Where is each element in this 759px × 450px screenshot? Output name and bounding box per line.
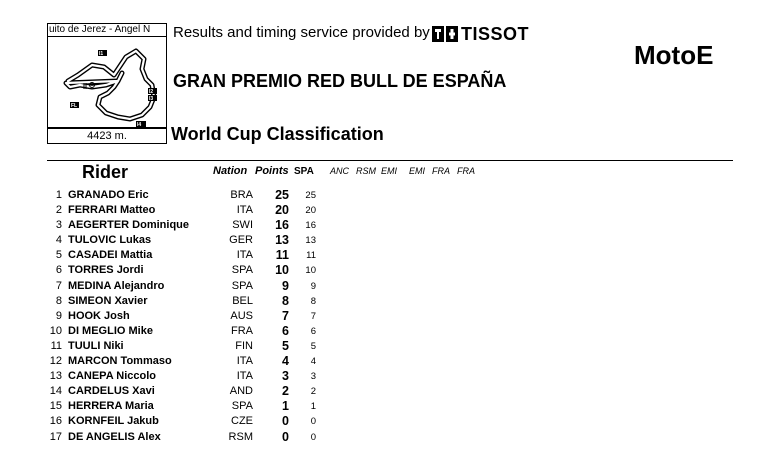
position-cell: 16 xyxy=(49,415,62,428)
points-total: 9 xyxy=(282,278,289,293)
standings-table xyxy=(0,188,759,445)
position-cell: 2 xyxy=(55,204,62,217)
points-total: 5 xyxy=(282,338,289,353)
position-cell: 5 xyxy=(55,249,62,262)
table-row xyxy=(0,339,759,354)
rider-name: DE ANGELIS Alex xyxy=(68,430,161,443)
rider-name: CARDELUS Xavi xyxy=(68,385,155,398)
document-title: World Cup Classification xyxy=(171,124,384,144)
race-column-rsm-2: RSM xyxy=(356,166,376,176)
table-row xyxy=(0,188,759,203)
race-column-emi-4: EMI xyxy=(409,166,426,176)
race-points-spa: 5 xyxy=(310,340,316,352)
table-row xyxy=(0,369,759,384)
race-points-spa: 13 xyxy=(305,235,316,247)
race-points-spa: 4 xyxy=(310,356,316,368)
nation-code: ITA xyxy=(236,370,253,383)
table-row xyxy=(0,248,759,263)
category-title: MotoE xyxy=(634,40,714,70)
tissot-cross-icon xyxy=(432,26,458,42)
rider-name: CANEPA Niccolo xyxy=(68,370,157,383)
rider-name: MEDINA Alejandro xyxy=(68,279,165,292)
race-points-spa: 8 xyxy=(310,295,316,307)
race-column-emi-3: EMI xyxy=(381,166,398,176)
nation-code: GER xyxy=(229,234,253,247)
header-divider xyxy=(47,160,733,161)
nation-code: RSM xyxy=(228,430,253,443)
nation-code: SPA xyxy=(231,400,253,413)
table-row xyxy=(0,294,759,309)
race-points-spa: 2 xyxy=(310,386,316,398)
rider-name: MARCON Tommaso xyxy=(68,355,172,368)
race-column-fra-6: FRA xyxy=(457,166,475,176)
points-total: 8 xyxy=(282,293,289,308)
race-points-spa: 10 xyxy=(305,265,316,277)
table-row xyxy=(0,399,759,414)
race-points-spa: 11 xyxy=(306,250,316,262)
circuit-length: 4423 m. xyxy=(47,128,167,144)
finish-line-label: FL xyxy=(71,103,78,109)
nation-code: CZE xyxy=(231,415,253,428)
position-cell: 4 xyxy=(55,234,62,247)
rider-name: KORNFEIL Jakub xyxy=(68,415,159,428)
points-total: 7 xyxy=(282,308,289,323)
nation-code: ITA xyxy=(236,355,253,368)
nation-code: AUS xyxy=(230,309,253,322)
position-cell: 13 xyxy=(49,370,62,383)
sector-label-i4: I4 xyxy=(137,122,142,127)
table-row xyxy=(0,233,759,248)
nation-code: BRA xyxy=(230,189,253,201)
tissot-wordmark: TISSOT xyxy=(461,24,530,44)
sector-label-i3: I3 xyxy=(149,96,154,102)
points-total: 0 xyxy=(282,429,289,444)
position-cell: 10 xyxy=(49,324,62,337)
rider-name: TUULI Niki xyxy=(68,339,124,352)
circuit-name: uito de Jerez - Angel N xyxy=(48,24,167,37)
race-points-spa: 25 xyxy=(305,190,316,201)
points-total: 6 xyxy=(282,323,289,338)
race-points-spa: 0 xyxy=(310,416,316,428)
position-cell: 17 xyxy=(49,430,62,443)
race-points-spa: 7 xyxy=(310,310,316,322)
nation-code: ITA xyxy=(236,204,253,217)
nation-code: SPA xyxy=(231,264,253,277)
points-total: 11 xyxy=(275,248,289,263)
rider-name: HOOK Josh xyxy=(68,309,130,322)
table-row xyxy=(0,309,759,324)
position-cell: 8 xyxy=(55,294,62,307)
position-cell: 6 xyxy=(55,264,62,277)
rider-name: DI MEGLIO Mike xyxy=(68,324,153,337)
table-row xyxy=(0,384,759,399)
nation-code: FIN xyxy=(235,339,253,352)
sector-label-i1: I1 xyxy=(99,51,104,57)
race-column-fra-5: FRA xyxy=(432,166,450,176)
table-row xyxy=(0,430,759,445)
points-total: 16 xyxy=(275,218,289,233)
rider-column-header: Rider xyxy=(82,162,129,182)
points-total: 1 xyxy=(282,399,289,414)
points-total: 3 xyxy=(282,369,289,384)
rider-name: AEGERTER Dominique xyxy=(68,219,190,232)
nation-code: SPA xyxy=(231,279,253,292)
points-total: 25 xyxy=(275,188,289,202)
table-row xyxy=(0,354,759,369)
nation-column-header: Nation xyxy=(213,165,248,177)
event-title: GRAN PREMIO RED BULL DE ESPAÑA xyxy=(173,71,507,91)
position-cell: 12 xyxy=(49,355,62,368)
points-total: 2 xyxy=(282,384,289,399)
race-points-spa: 20 xyxy=(305,205,316,217)
nation-code: BEL xyxy=(232,294,253,307)
sector-label-i2: I2 xyxy=(149,89,154,95)
position-cell: 3 xyxy=(55,219,62,232)
table-row xyxy=(0,279,759,294)
rider-name: TULOVIC Lukas xyxy=(68,234,152,247)
position-cell: 9 xyxy=(55,309,62,322)
table-row xyxy=(0,218,759,233)
nation-code: SWI xyxy=(232,219,253,232)
rider-name: TORRES Jordi xyxy=(68,264,144,277)
race-column-spa-0: SPA xyxy=(294,166,314,177)
nation-code: ITA xyxy=(236,249,253,262)
points-total: 13 xyxy=(275,233,289,248)
rider-name: HERRERA Maria xyxy=(68,400,154,413)
position-cell: 1 xyxy=(55,189,62,201)
circuit-map xyxy=(47,23,167,128)
rider-name: CASADEI Mattia xyxy=(68,249,153,262)
position-cell: 15 xyxy=(49,400,62,413)
points-total: 20 xyxy=(275,203,289,218)
position-cell: 11 xyxy=(50,339,62,352)
position-cell: 7 xyxy=(55,279,62,292)
tissot-logo xyxy=(432,25,529,43)
points-column-header: Points xyxy=(255,165,289,177)
table-row xyxy=(0,414,759,429)
rider-name: FERRARI Matteo xyxy=(68,204,156,217)
race-points-spa: 6 xyxy=(310,325,316,337)
points-total: 10 xyxy=(275,263,289,278)
points-total: 4 xyxy=(282,354,289,369)
table-row xyxy=(0,263,759,278)
nation-code: AND xyxy=(229,385,253,398)
nation-code: FRA xyxy=(231,324,253,337)
position-cell: 14 xyxy=(49,385,62,398)
race-points-spa: 16 xyxy=(305,220,316,232)
table-row xyxy=(0,324,759,339)
rider-name: SIMEON Xavier xyxy=(68,294,148,307)
race-points-spa: 1 xyxy=(310,401,316,413)
race-points-spa: 0 xyxy=(310,431,316,443)
provider-text: Results and timing service provided by xyxy=(173,24,430,41)
race-points-spa: 9 xyxy=(310,280,316,292)
points-total: 0 xyxy=(282,414,289,429)
table-row xyxy=(0,203,759,218)
track-layout-icon xyxy=(48,37,166,127)
race-column-anc-1: ANC xyxy=(330,166,350,176)
rider-name: GRANADO Eric xyxy=(68,189,149,201)
race-points-spa: 3 xyxy=(310,371,316,383)
